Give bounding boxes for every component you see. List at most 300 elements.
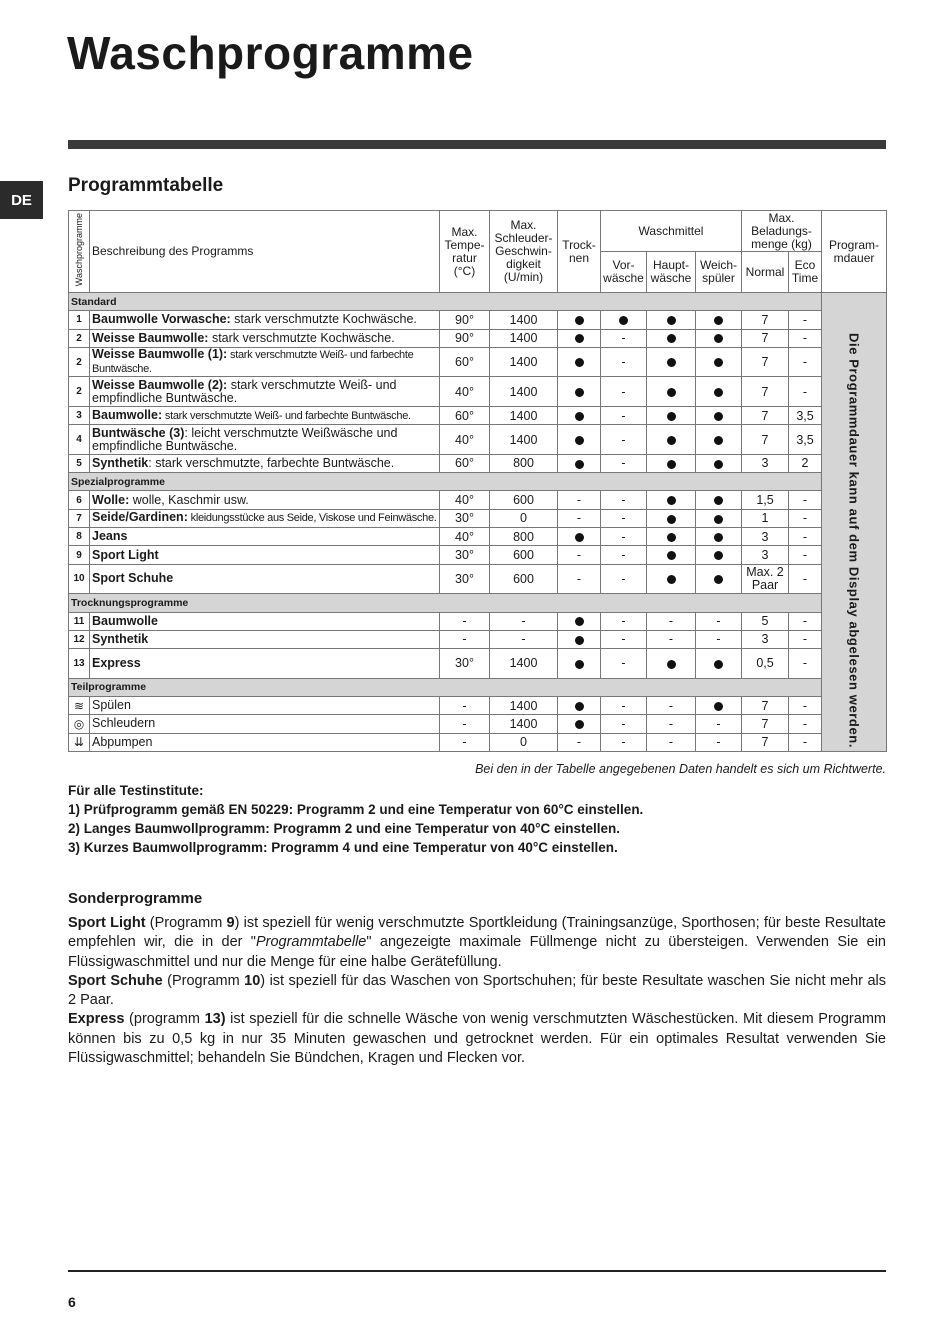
bullet-icon: [714, 575, 723, 584]
sport-light-paragraph: Sport Light (Programm 9) ist speziell für wenig verschmutzte Sportkleidung (Trainingsanzüge, Sporthosen; für beste Resultate empfehlen wir, die in der "Programmtabelle" angezeigte maximale Füllmenge nicht zu übersteigen. Verwenden Sie ein Flüssigwaschmittel und nur die Menge für eine halbe Gerätefüllung.: [68, 915, 886, 970]
cell-pre: -: [601, 715, 647, 733]
title-divider: [68, 140, 886, 149]
cell-temp: -: [440, 630, 490, 648]
bullet-icon: [714, 660, 723, 669]
program-number: 13: [69, 649, 90, 679]
cell-soft-dot: [696, 454, 742, 472]
test-note-2: 2) Langes Baumwollprogramm: Programm 2 und eine Temperatur von 40°C einstellen.: [68, 821, 621, 836]
express-paragraph: Express (programm 13) ist speziell für die schnelle Wäsche von wenig verschmutzten Wäschestücken. Mit diesem Programm können bis zu 0,5 kg in nur 35 Minuten gewaschen und getrocknet werden. Für ein optimales Resultat verwenden Sie Flüssigwaschmittel; behandeln Sie Bündchen, Kragen und Flecken vor.: [68, 1011, 886, 1067]
program-table: [68, 210, 887, 752]
cell-spin: 1400: [490, 696, 558, 714]
table-row: [69, 377, 887, 407]
bullet-icon: [575, 334, 584, 343]
program-name: Spülen: [92, 698, 131, 713]
header-detergent: Waschmittel: [601, 211, 742, 252]
program-name: Schleudern: [92, 716, 156, 731]
program-name: Weisse Baumwolle:: [92, 330, 209, 345]
cell-spin: 1400: [490, 649, 558, 679]
cell-main-dot: [647, 329, 696, 347]
bullet-icon: [619, 316, 628, 325]
cell-normal: Max. 2 Paar: [742, 564, 789, 594]
cell-dry-dot: [558, 425, 601, 455]
cell-pre: -: [601, 454, 647, 472]
cell-spin: 1400: [490, 425, 558, 455]
cell-main-dot: [647, 528, 696, 546]
page-title: Waschprogramme: [67, 27, 474, 79]
cell-dry-dot: [558, 715, 601, 733]
cell-soft: -: [696, 630, 742, 648]
program-name: Synthetik: [92, 631, 149, 646]
program-number: 5: [69, 454, 90, 472]
cell-eco: 2: [789, 454, 822, 472]
cell-main: -: [647, 715, 696, 733]
table-row: [69, 491, 887, 509]
program-description: [90, 630, 440, 648]
cell-main-dot: [647, 491, 696, 509]
test-note-3: 3) Kurzes Baumwollprogramm: Programm 4 und eine Temperatur von 40°C einstellen.: [68, 840, 618, 855]
cell-spin: 0: [490, 509, 558, 527]
cell-pre-dot: [601, 311, 647, 329]
bullet-icon: [667, 412, 676, 421]
program-description: [90, 528, 440, 546]
cell-eco: -: [789, 528, 822, 546]
program-detail: stark verschmutzte Weiß- und empfindliche Buntwäsche.: [92, 377, 397, 405]
cell-temp: 90°: [440, 329, 490, 347]
cell-normal: 7: [742, 733, 789, 751]
sport-schuhe-paragraph: Sport Schuhe (Programm 10) ist speziell für das Waschen von Sportschuhen; für beste Resultate waschen Sie nicht mehr als 2 Paar.: [68, 972, 886, 1009]
cell-eco: -: [789, 612, 822, 630]
cell-pre: -: [601, 491, 647, 509]
cell-soft-dot: [696, 329, 742, 347]
cell-eco: -: [789, 546, 822, 564]
cell-normal: 7: [742, 696, 789, 714]
cell-spin: 0: [490, 733, 558, 751]
sonder-heading: Sonderprogramme: [68, 890, 203, 907]
program-description: [90, 406, 440, 424]
program-description: [90, 454, 440, 472]
bullet-icon: [575, 388, 584, 397]
bullet-icon: [667, 460, 676, 469]
cell-normal: 7: [742, 406, 789, 424]
bullet-icon: [714, 551, 723, 560]
cell-temp: 30°: [440, 546, 490, 564]
cell-soft-dot: [696, 311, 742, 329]
program-name: Abpumpen: [92, 734, 153, 749]
cell-pre: -: [601, 696, 647, 714]
duration-note: Die Programmdauer kann auf dem Display abgelesen werden.: [846, 333, 862, 749]
program-description: [90, 491, 440, 509]
program-name: Express: [92, 655, 141, 670]
program-detail: : stark verschmutzte, farbechte Buntwäsche.: [148, 455, 395, 470]
program-name: Jeans: [92, 529, 128, 544]
cell-eco: -: [789, 564, 822, 594]
program-detail: stark verschmutzte Weiß- und farbechte Buntwäsche.: [92, 349, 414, 376]
rinse-icon: ≋: [69, 696, 90, 714]
bullet-icon: [714, 460, 723, 469]
cell-pre: -: [601, 406, 647, 424]
cell-temp: 60°: [440, 347, 490, 377]
cell-normal: 3: [742, 528, 789, 546]
program-number: 8: [69, 528, 90, 546]
bullet-icon: [575, 358, 584, 367]
cell-normal: 5: [742, 612, 789, 630]
cell-spin: 1400: [490, 406, 558, 424]
bullet-icon: [575, 720, 584, 729]
cell-pre: -: [601, 425, 647, 455]
bullet-icon: [575, 636, 584, 645]
table-row: [69, 528, 887, 546]
cell-spin: 600: [490, 546, 558, 564]
duration-note-cell: [822, 293, 887, 752]
sonder-text: [68, 914, 886, 1068]
spin-icon: ◎: [69, 715, 90, 733]
bullet-icon: [575, 412, 584, 421]
cell-dry-dot: [558, 630, 601, 648]
cell-pre: -: [601, 612, 647, 630]
cell-soft-dot: [696, 425, 742, 455]
cell-main-dot: [647, 311, 696, 329]
cell-spin: 1400: [490, 377, 558, 407]
group-label: Trocknungsprogramme: [69, 594, 822, 612]
program-description: [90, 425, 440, 455]
program-description: [90, 715, 440, 733]
bullet-icon: [667, 334, 676, 343]
program-detail: wolle, Kaschmir usw.: [129, 492, 249, 507]
bullet-icon: [667, 660, 676, 669]
program-description: [90, 612, 440, 630]
cell-pre: -: [601, 733, 647, 751]
cell-normal: 7: [742, 347, 789, 377]
header-prewash: Vor-wäsche: [601, 252, 647, 293]
program-number: 3: [69, 406, 90, 424]
cell-spin: 1400: [490, 347, 558, 377]
cell-dry-dot: [558, 347, 601, 377]
cell-main: -: [647, 630, 696, 648]
cell-main-dot: [647, 564, 696, 594]
cell-spin: 800: [490, 454, 558, 472]
page-number: 6: [68, 1294, 76, 1310]
table-row: [69, 311, 887, 329]
table-header-row: [69, 211, 887, 252]
program-description: [90, 509, 440, 527]
program-number: 11: [69, 612, 90, 630]
program-name: Buntwäsche (3): [92, 425, 185, 440]
program-detail: kleidungsstücke aus Seide, Viskose und Feinwäsche.: [187, 512, 437, 525]
header-eco: Eco Time: [789, 252, 822, 293]
cell-normal: 7: [742, 311, 789, 329]
bullet-icon: [714, 496, 723, 505]
bullet-icon: [714, 436, 723, 445]
group-label: Spezialprogramme: [69, 473, 822, 491]
group-row-trocknung: [69, 594, 887, 612]
bullet-icon: [714, 533, 723, 542]
bullet-icon: [667, 575, 676, 584]
bullet-icon: [667, 358, 676, 367]
program-name: Weisse Baumwolle (2):: [92, 377, 228, 392]
program-detail: : leicht verschmutzte Weißwäsche und empfindliche Buntwäsche.: [92, 425, 398, 453]
bullet-icon: [575, 436, 584, 445]
bullet-icon: [714, 412, 723, 421]
program-description: [90, 564, 440, 594]
table-row: [69, 696, 887, 714]
program-number: 1: [69, 311, 90, 329]
bullet-icon: [714, 358, 723, 367]
table-row: [69, 564, 887, 594]
program-name: Wolle:: [92, 492, 130, 507]
header-max-temp: Max. Tempe-ratur (°C): [440, 211, 490, 293]
cell-main-dot: [647, 546, 696, 564]
cell-eco: -: [789, 649, 822, 679]
cell-dry: -: [558, 509, 601, 527]
footer-divider: [68, 1270, 886, 1272]
bullet-icon: [667, 316, 676, 325]
test-institutes-title: Für alle Testinstitute:: [68, 783, 204, 798]
cell-soft-dot: [696, 546, 742, 564]
drain-icon: ⇊: [69, 733, 90, 751]
cell-temp: -: [440, 715, 490, 733]
cell-pre: -: [601, 528, 647, 546]
table-row: [69, 630, 887, 648]
cell-spin: 1400: [490, 715, 558, 733]
cell-pre: -: [601, 377, 647, 407]
bullet-icon: [575, 617, 584, 626]
cell-normal: 7: [742, 377, 789, 407]
bullet-icon: [714, 316, 723, 325]
cell-normal: 3: [742, 546, 789, 564]
cell-pre: -: [601, 347, 647, 377]
cell-main-dot: [647, 649, 696, 679]
cell-temp: 90°: [440, 311, 490, 329]
bullet-icon: [667, 551, 676, 560]
program-number: 2: [69, 377, 90, 407]
cell-soft-dot: [696, 509, 742, 527]
table-row: [69, 715, 887, 733]
header-program-col: Waschprogramme: [69, 211, 90, 293]
cell-temp: -: [440, 696, 490, 714]
cell-dry-dot: [558, 612, 601, 630]
cell-eco: -: [789, 377, 822, 407]
cell-soft-dot: [696, 377, 742, 407]
table-row: [69, 509, 887, 527]
cell-soft-dot: [696, 347, 742, 377]
bullet-icon: [667, 515, 676, 524]
cell-temp: 40°: [440, 491, 490, 509]
bullet-icon: [667, 533, 676, 542]
cell-dry: -: [558, 733, 601, 751]
program-name: Weisse Baumwolle (1):: [92, 347, 228, 362]
bullet-icon: [667, 496, 676, 505]
cell-temp: 40°: [440, 377, 490, 407]
cell-dry-dot: [558, 377, 601, 407]
cell-normal: 3: [742, 454, 789, 472]
cell-main: -: [647, 733, 696, 751]
cell-soft-dot: [696, 696, 742, 714]
cell-pre: -: [601, 630, 647, 648]
cell-temp: 40°: [440, 528, 490, 546]
cell-main-dot: [647, 454, 696, 472]
cell-soft-dot: [696, 528, 742, 546]
group-row-standard: [69, 293, 887, 311]
cell-normal: 7: [742, 329, 789, 347]
bullet-icon: [575, 316, 584, 325]
cell-normal: 0,5: [742, 649, 789, 679]
program-description: [90, 329, 440, 347]
group-row-teil: [69, 678, 887, 696]
program-description: [90, 733, 440, 751]
cell-spin: 1400: [490, 311, 558, 329]
program-detail: stark verschmutzte Kochwäsche.: [208, 330, 395, 345]
header-description: Beschreibung des Programms: [90, 211, 440, 293]
program-number: 7: [69, 509, 90, 527]
cell-pre: -: [601, 564, 647, 594]
header-drying: Trock-nen: [558, 211, 601, 293]
table-row: [69, 733, 887, 751]
cell-temp: 30°: [440, 509, 490, 527]
cell-main-dot: [647, 509, 696, 527]
program-number: 2: [69, 347, 90, 377]
program-detail: stark verschmutzte Weiß- und farbechte Buntwäsche.: [162, 409, 411, 422]
cell-eco: 3,5: [789, 406, 822, 424]
cell-dry-dot: [558, 696, 601, 714]
cell-temp: -: [440, 612, 490, 630]
cell-soft-dot: [696, 406, 742, 424]
cell-spin: 600: [490, 564, 558, 594]
bullet-icon: [575, 460, 584, 469]
bullet-icon: [667, 388, 676, 397]
header-duration: Program-mdauer: [822, 211, 887, 293]
cell-dry-dot: [558, 406, 601, 424]
header-max-load: Max. Beladungs-menge (kg): [742, 211, 822, 252]
table-row: [69, 612, 887, 630]
header-softener: Weich-spüler: [696, 252, 742, 293]
header-max-spin: Max. Schleuder-Geschwin-digkeit (U/min): [490, 211, 558, 293]
program-number: 12: [69, 630, 90, 648]
program-number: 6: [69, 491, 90, 509]
header-mainwash: Haupt-wäsche: [647, 252, 696, 293]
table-row: [69, 454, 887, 472]
cell-temp: 40°: [440, 425, 490, 455]
table-row: [69, 329, 887, 347]
cell-dry: -: [558, 564, 601, 594]
cell-eco: -: [789, 311, 822, 329]
group-row-spezial: [69, 473, 887, 491]
program-number: 4: [69, 425, 90, 455]
program-number: 9: [69, 546, 90, 564]
cell-temp: 30°: [440, 649, 490, 679]
cell-normal: 1: [742, 509, 789, 527]
cell-temp: 60°: [440, 406, 490, 424]
program-name: Baumwolle: [92, 613, 158, 628]
cell-spin: 1400: [490, 329, 558, 347]
program-description: [90, 311, 440, 329]
cell-dry: -: [558, 546, 601, 564]
cell-spin: -: [490, 612, 558, 630]
cell-eco: 3,5: [789, 425, 822, 455]
cell-pre: -: [601, 546, 647, 564]
cell-temp: -: [440, 733, 490, 751]
program-number: 10: [69, 564, 90, 594]
test-institutes: [68, 781, 643, 857]
cell-dry-dot: [558, 454, 601, 472]
program-description: [90, 546, 440, 564]
language-tab: DE: [0, 181, 43, 219]
cell-soft-dot: [696, 564, 742, 594]
cell-dry-dot: [558, 329, 601, 347]
program-description: [90, 696, 440, 714]
cell-soft-dot: [696, 649, 742, 679]
cell-normal: 7: [742, 715, 789, 733]
bullet-icon: [714, 334, 723, 343]
cell-dry: -: [558, 491, 601, 509]
bullet-icon: [714, 388, 723, 397]
cell-spin: 600: [490, 491, 558, 509]
header-normal: Normal: [742, 252, 789, 293]
cell-temp: 30°: [440, 564, 490, 594]
cell-spin: -: [490, 630, 558, 648]
program-number: 2: [69, 329, 90, 347]
program-description: [90, 347, 440, 377]
program-name: Sport Schuhe: [92, 571, 174, 586]
cell-eco: -: [789, 715, 822, 733]
cell-dry-dot: [558, 311, 601, 329]
cell-temp: 60°: [440, 454, 490, 472]
bullet-icon: [575, 702, 584, 711]
cell-eco: -: [789, 733, 822, 751]
cell-normal: 1,5: [742, 491, 789, 509]
program-description: [90, 649, 440, 679]
cell-dry-dot: [558, 528, 601, 546]
bullet-icon: [667, 436, 676, 445]
program-description: [90, 377, 440, 407]
cell-soft: -: [696, 733, 742, 751]
cell-pre: -: [601, 509, 647, 527]
program-detail: stark verschmutzte Kochwäsche.: [230, 312, 417, 327]
cell-pre: -: [601, 649, 647, 679]
cell-pre: -: [601, 329, 647, 347]
group-label: Teilprogramme: [69, 678, 822, 696]
bullet-icon: [714, 515, 723, 524]
cell-spin: 800: [490, 528, 558, 546]
cell-dry-dot: [558, 649, 601, 679]
cell-main-dot: [647, 425, 696, 455]
cell-eco: -: [789, 347, 822, 377]
bullet-icon: [575, 660, 584, 669]
bullet-icon: [714, 702, 723, 711]
cell-soft: -: [696, 612, 742, 630]
group-label: Standard: [69, 293, 822, 311]
cell-main-dot: [647, 347, 696, 377]
program-name: Seide/Gardinen:: [92, 510, 188, 525]
table-row: [69, 425, 887, 455]
cell-main: -: [647, 696, 696, 714]
program-name: Baumwolle:: [92, 407, 163, 422]
cell-eco: -: [789, 491, 822, 509]
table-row: [69, 347, 887, 377]
cell-eco: -: [789, 696, 822, 714]
cell-main-dot: [647, 406, 696, 424]
cell-soft: -: [696, 715, 742, 733]
table-row: [69, 406, 887, 424]
cell-normal: 7: [742, 425, 789, 455]
cell-soft-dot: [696, 491, 742, 509]
cell-main: -: [647, 612, 696, 630]
program-name: Synthetik: [92, 455, 149, 470]
bullet-icon: [575, 533, 584, 542]
table-row: [69, 546, 887, 564]
cell-eco: -: [789, 329, 822, 347]
program-name: Sport Light: [92, 547, 159, 562]
table-row: [69, 649, 887, 679]
